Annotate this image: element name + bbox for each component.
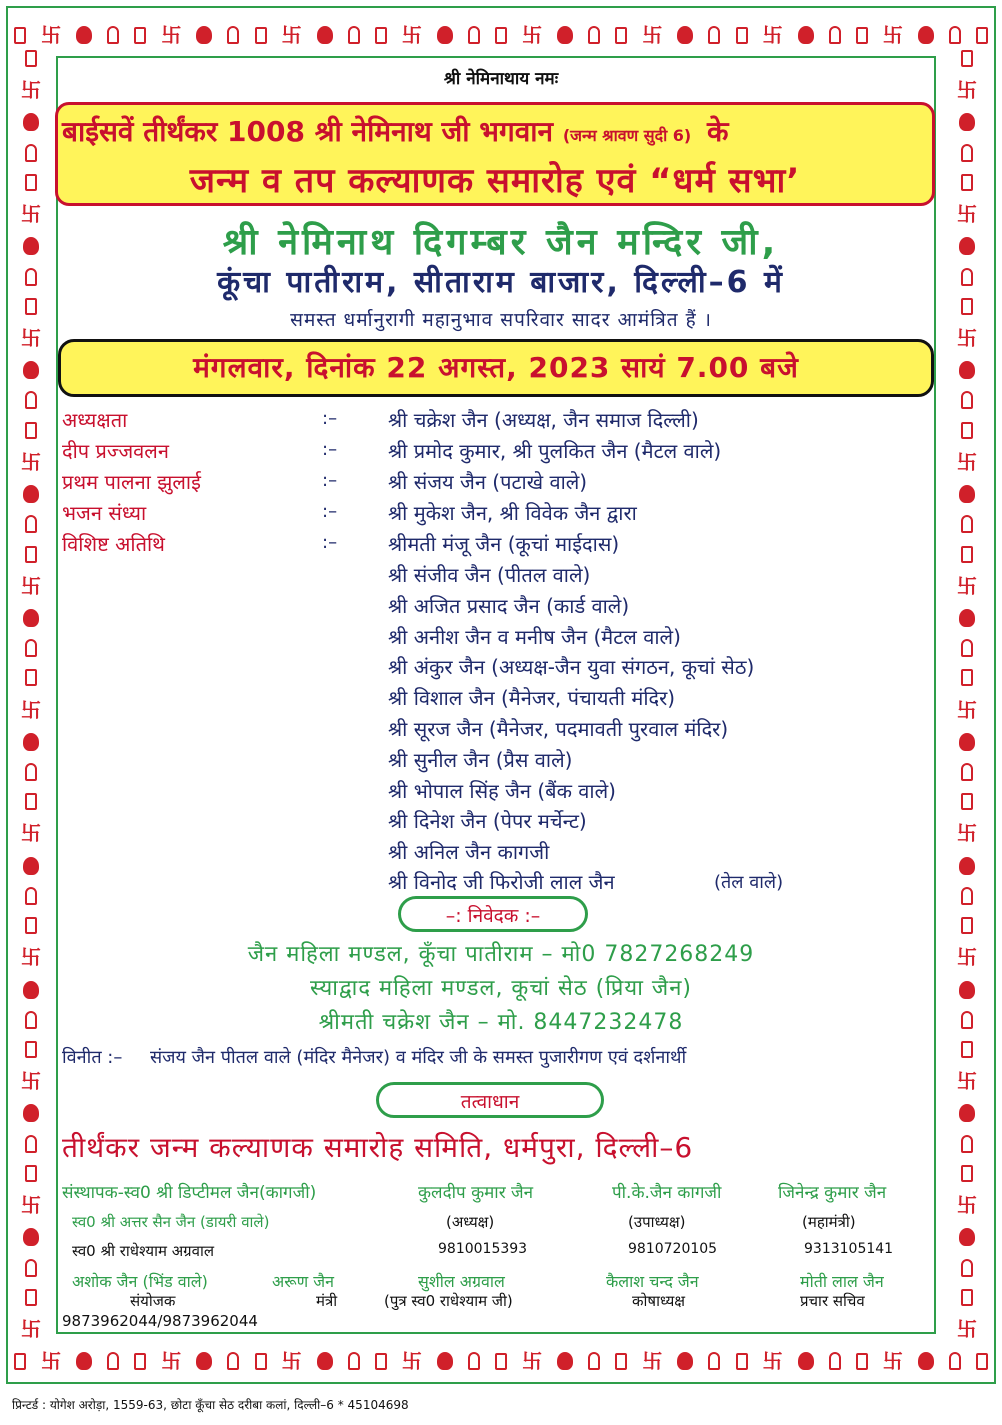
guest-item: श्री सुनील जैन (प्रैस वाले) [388, 747, 573, 772]
kalash-icon [677, 1352, 693, 1370]
program-label: दीप प्रज्जवलन [62, 439, 169, 463]
frame-icon [134, 27, 146, 44]
frame-icon [976, 1353, 988, 1370]
tirthankar-figure-icon [107, 1352, 119, 1370]
samiti-name: तीर्थंकर जन्म कल्याणक समारोह समिति, धर्मपुरा, दिल्ली–6 [62, 1131, 694, 1164]
program-value: श्री चक्रेश जैन (अध्यक्ष, जैन समाज दिल्ली) [388, 408, 699, 432]
headline-main: बाईसवें तीर्थंकर 1008 श्री नेमिनाथ जी भगवान [62, 115, 554, 148]
swastika-icon: 卐 [957, 325, 977, 350]
program-label: भजन संध्या [62, 501, 147, 525]
guest-item: श्री भोपाल सिंह जैन (बैंक वाले) [388, 778, 616, 803]
tirthankar-figure-icon [949, 26, 961, 44]
guest-item: श्री अंकुर जैन (अध्यक्ष-जैन युवा संगठन, कूचां सेठ) [388, 655, 755, 680]
guest-item: श्री सूरज जैन (मैनेजर, पदमावती पुरवाल मंदिर) [388, 717, 729, 741]
frame-icon [961, 174, 973, 191]
kalash-icon [557, 1352, 573, 1370]
frame-icon [25, 917, 37, 934]
tirthankar-figure-icon [468, 26, 480, 44]
frame-icon [961, 1165, 973, 1182]
swastika-icon: 卐 [21, 821, 41, 846]
program-label: विशिष्ट अतिथि [62, 532, 165, 556]
guest-item: श्री विशाल जैन (मैनेजर, पंचायती मंदिर) [388, 686, 676, 711]
kalash-icon [196, 1352, 212, 1370]
swastika-icon: 卐 [401, 1349, 422, 1373]
frame-icon [856, 27, 868, 44]
swastika-icon: 卐 [161, 23, 182, 47]
frame-icon [25, 1041, 37, 1058]
kalash-icon [798, 1352, 814, 1370]
kalash-icon [959, 485, 975, 503]
vineet-label: विनीत :– [62, 1047, 123, 1068]
tatvadhan-title: तत्वाधान [460, 1091, 520, 1113]
swastika-icon: 卐 [957, 1193, 977, 1218]
tirthankar-figure-icon [348, 26, 360, 44]
tirthankar-figure-icon [25, 639, 37, 657]
invocation-text: श्री नेमिनाथाय नमः [443, 69, 559, 89]
kalash-icon [76, 26, 92, 44]
tirthankar-figure-icon [961, 763, 973, 781]
swastika-icon: 卐 [21, 449, 41, 474]
invite-text: समस्त धर्मानुरागी महानुभाव सपरिवार सादर आमंत्रित हैं । [290, 309, 712, 331]
swastika-icon: 卐 [21, 325, 41, 350]
swastika-icon: 卐 [401, 23, 422, 47]
late-member-2: स्व0 श्री राधेश्याम अग्रवाल [72, 1242, 215, 1260]
ashok-name: अशोक जैन (भिंड वाले) [72, 1272, 208, 1291]
kalash-icon [23, 361, 39, 379]
last-guest-name: श्री विनोद जी फिरोजी लाल जैन [388, 870, 615, 894]
kalash-icon [23, 609, 39, 627]
frame-icon [961, 917, 973, 934]
kuldeep-role: (अध्यक्ष) [446, 1213, 495, 1231]
kalash-icon [317, 1352, 333, 1370]
swastika-icon: 卐 [957, 78, 977, 103]
kalash-icon [23, 113, 39, 131]
kalash-icon [23, 485, 39, 503]
guest-item: श्री संजीव जैन (पीतल वाले) [388, 563, 591, 587]
kailash-role: कोषाध्यक्ष [632, 1292, 686, 1310]
frame-icon [961, 50, 973, 67]
swastika-icon: 卐 [21, 1193, 41, 1218]
vineet-text: संजय जैन पीतल वाले (मंदिर मैनेजर) व मंदिर जी के समस्त पुजारीगण एवं दर्शनार्थी [150, 1047, 687, 1068]
swastika-icon: 卐 [281, 23, 302, 47]
frame-icon [25, 422, 37, 439]
frame-icon [961, 1041, 973, 1058]
tirthankar-figure-icon [227, 1352, 239, 1370]
tirthankar-figure-icon [961, 887, 973, 905]
tirthankar-figure-icon [25, 887, 37, 905]
nivedak-title: –: निवेदक :– [445, 905, 541, 927]
tirthankar-figure-icon [25, 1259, 37, 1277]
nivedak-line3: श्रीमती चक्रेश जैन – मो. 8447232478 [318, 1010, 684, 1035]
frame-icon [961, 1289, 973, 1306]
program-label: अध्यक्षता [62, 408, 128, 432]
swastika-icon: 卐 [21, 945, 41, 970]
ashok-role: संयोजक [130, 1292, 176, 1310]
kalash-icon [959, 113, 975, 131]
frame-icon [375, 27, 387, 44]
swastika-icon: 卐 [957, 697, 977, 722]
kailash-name: कैलाश चन्द जैन [606, 1272, 699, 1291]
frame-icon [25, 50, 37, 67]
guest-item: श्री दिनेश जैन (पेपर मर्चेन्ट) [388, 809, 587, 834]
frame-icon [25, 546, 37, 563]
frame-icon [25, 174, 37, 191]
frame-icon [495, 1353, 507, 1370]
frame-icon [14, 27, 26, 44]
headline-paren: (जन्म श्रावण सुदी 6) [562, 126, 692, 145]
kalash-icon [959, 609, 975, 627]
headline-line1 [62, 112, 930, 150]
swastika-icon: 卐 [21, 78, 41, 103]
kalash-icon [76, 1352, 92, 1370]
swastika-icon: 卐 [522, 1349, 543, 1373]
swastika-icon: 卐 [957, 202, 977, 227]
date-line: मंगलवार, दिनांक 22 अगस्त, 2023 सायं 7.00 बजे [193, 351, 799, 384]
kalash-icon [196, 26, 212, 44]
venue-line2: कूंचा पातीराम, सीताराम बाजार, दिल्ली–6 में [217, 265, 785, 300]
frame-icon [615, 1353, 627, 1370]
frame-icon [14, 1353, 26, 1370]
nivedak-line2: स्याद्वाद महिला मण्डल, कूचां सेठ (प्रिया जैन) [309, 976, 693, 1001]
frame-icon [856, 1353, 868, 1370]
border-bottom-row [14, 1344, 988, 1378]
kalash-icon [959, 1228, 975, 1246]
tirthankar-figure-icon [708, 26, 720, 44]
last-guest-note: (तेल वाले) [714, 872, 784, 893]
tirthankar-figure-icon [25, 1135, 37, 1153]
kalash-icon [23, 1104, 39, 1122]
swastika-icon: 卐 [21, 1069, 41, 1094]
swastika-icon: 卐 [41, 1349, 62, 1373]
swastika-icon: 卐 [957, 1069, 977, 1094]
swastika-icon: 卐 [161, 1349, 182, 1373]
swastika-icon: 卐 [957, 945, 977, 970]
kalash-icon [798, 26, 814, 44]
program-separator: :– [322, 532, 338, 553]
kalash-icon [959, 361, 975, 379]
kalash-icon [959, 1104, 975, 1122]
tirthankar-figure-icon [961, 144, 973, 162]
frame-icon [961, 422, 973, 439]
tirthankar-figure-icon [468, 1352, 480, 1370]
frame-icon [961, 793, 973, 810]
late-member-1: स्व0 श्री अत्तर सैन जैन (डायरी वाले) [72, 1213, 270, 1231]
program-label: प्रथम पालना झुलाई [62, 470, 201, 494]
frame-icon [25, 793, 37, 810]
frame-icon [255, 1353, 267, 1370]
moti-role: प्रचार सचिव [800, 1292, 865, 1310]
frame-icon [961, 669, 973, 686]
tirthankar-figure-icon [961, 391, 973, 409]
tirthankar-figure-icon [949, 1352, 961, 1370]
swastika-icon: 卐 [21, 697, 41, 722]
pk-role: (उपाध्यक्ष) [628, 1213, 686, 1231]
kalash-icon [677, 26, 693, 44]
kalash-icon [959, 857, 975, 875]
arun-name: अरूण जैन [272, 1272, 335, 1291]
tirthankar-figure-icon [227, 26, 239, 44]
frame-icon [736, 27, 748, 44]
guest-item: श्री अनीश जैन व मनीष जैन (मैटल वाले) [388, 624, 681, 649]
program-separator: :– [322, 439, 338, 460]
program-value: श्री संजय जैन (पटाखे वाले) [388, 470, 588, 494]
program-separator: :– [322, 470, 338, 491]
tirthankar-figure-icon [961, 1135, 973, 1153]
swastika-icon: 卐 [762, 23, 783, 47]
tirthankar-figure-icon [588, 26, 600, 44]
frame-icon [25, 1289, 37, 1306]
tirthankar-figure-icon [25, 763, 37, 781]
swastika-icon: 卐 [957, 1316, 977, 1341]
jinendra-phone: 9313105141 [804, 1241, 894, 1257]
kalash-icon [23, 857, 39, 875]
swastika-icon: 卐 [957, 821, 977, 846]
jinendra-role: (महामंत्री) [802, 1213, 856, 1231]
frame-icon [976, 27, 988, 44]
sushil-role: (पुत्र स्व0 राधेश्याम जी) [384, 1292, 513, 1310]
frame-icon [736, 1353, 748, 1370]
tirthankar-figure-icon [961, 639, 973, 657]
tirthankar-figure-icon [348, 1352, 360, 1370]
swastika-icon: 卐 [882, 23, 903, 47]
venue-line1: श्री नेमिनाथ दिगम्बर जैन मन्दिर जी, [222, 222, 780, 263]
frame-icon [255, 27, 267, 44]
kalash-icon [437, 1352, 453, 1370]
border-top-row [14, 18, 988, 52]
kalash-icon [317, 26, 333, 44]
founder: संस्थापक-स्व0 श्री डिप्टीमल जैन(कागजी) [62, 1183, 317, 1203]
program-value: श्री मुकेश जैन, श्री विवेक जैन द्वारा [388, 501, 637, 525]
swastika-icon: 卐 [642, 1349, 663, 1373]
program-separator: :– [322, 408, 338, 429]
arun-role: मंत्री [316, 1292, 338, 1310]
kalash-icon [918, 1352, 934, 1370]
tirthankar-figure-icon [107, 26, 119, 44]
swastika-icon: 卐 [21, 202, 41, 227]
pk-phone: 9810720105 [628, 1241, 718, 1257]
guest-item: श्री अजित प्रसाद जैन (कार्ड वाले) [388, 593, 630, 618]
tirthankar-figure-icon [708, 1352, 720, 1370]
swastika-icon: 卐 [41, 23, 62, 47]
frame-icon [375, 1353, 387, 1370]
kuldeep-phone: 9810015393 [438, 1241, 528, 1257]
tirthankar-figure-icon [961, 1259, 973, 1277]
tirthankar-figure-icon [25, 144, 37, 162]
kalash-icon [959, 733, 975, 751]
tirthankar-figure-icon [588, 1352, 600, 1370]
tirthankar-figure-icon [829, 1352, 841, 1370]
program-value: श्रीमती मंजू जैन (कूचां माईदास) [388, 532, 620, 556]
program-value: श्री प्रमोद कुमार, श्री पुलकित जैन (मैटल वाले) [388, 439, 722, 463]
nivedak-line1: जैन महिला मण्डल, कूँचा पातीराम – मो0 7827268249 [247, 942, 755, 967]
kalash-icon [23, 733, 39, 751]
printer-credit: प्रिन्टर्ड : योगेश अरोड़ा, 1559-63, छोटा कूँचा सेठ दरीबा कलां, दिल्ली–6 * 45104698 [12, 1398, 409, 1412]
swastika-icon: 卐 [882, 1349, 903, 1373]
tirthankar-figure-icon [829, 26, 841, 44]
frame-icon [134, 1353, 146, 1370]
jinendra-name: जिनेन्द्र कुमार जैन [778, 1183, 887, 1203]
headline-line2: जन्म व तप कल्याणक समारोह एवं “धर्म सभा’ [189, 161, 801, 201]
swastika-icon: 卐 [522, 23, 543, 47]
headline-end: के [707, 115, 729, 148]
kalash-icon [437, 26, 453, 44]
contact-left: 9873962044/9873962044 [62, 1312, 258, 1330]
tirthankar-figure-icon [25, 391, 37, 409]
moti-name: मोती लाल जैन [800, 1272, 884, 1291]
kalash-icon [918, 26, 934, 44]
swastika-icon: 卐 [281, 1349, 302, 1373]
pk-name: पी.के.जैन कागजी [612, 1183, 722, 1203]
swastika-icon: 卐 [21, 1316, 41, 1341]
kalash-icon [23, 1228, 39, 1246]
frame-icon [961, 546, 973, 563]
frame-icon [495, 27, 507, 44]
swastika-icon: 卐 [21, 573, 41, 598]
sushil-name: सुशील अग्रवाल [418, 1272, 505, 1291]
frame-icon [615, 27, 627, 44]
tirthankar-figure-icon [961, 515, 973, 533]
swastika-icon: 卐 [762, 1349, 783, 1373]
guest-item: श्री अनिल जैन कागजी [388, 840, 550, 865]
kalash-icon [557, 26, 573, 44]
kuldeep-name: कुलदीप कुमार जैन [418, 1183, 534, 1203]
frame-icon [25, 669, 37, 686]
swastika-icon: 卐 [957, 573, 977, 598]
swastika-icon: 卐 [642, 23, 663, 47]
swastika-icon: 卐 [957, 449, 977, 474]
program-separator: :– [322, 501, 338, 522]
frame-icon [25, 1165, 37, 1182]
tirthankar-figure-icon [25, 515, 37, 533]
